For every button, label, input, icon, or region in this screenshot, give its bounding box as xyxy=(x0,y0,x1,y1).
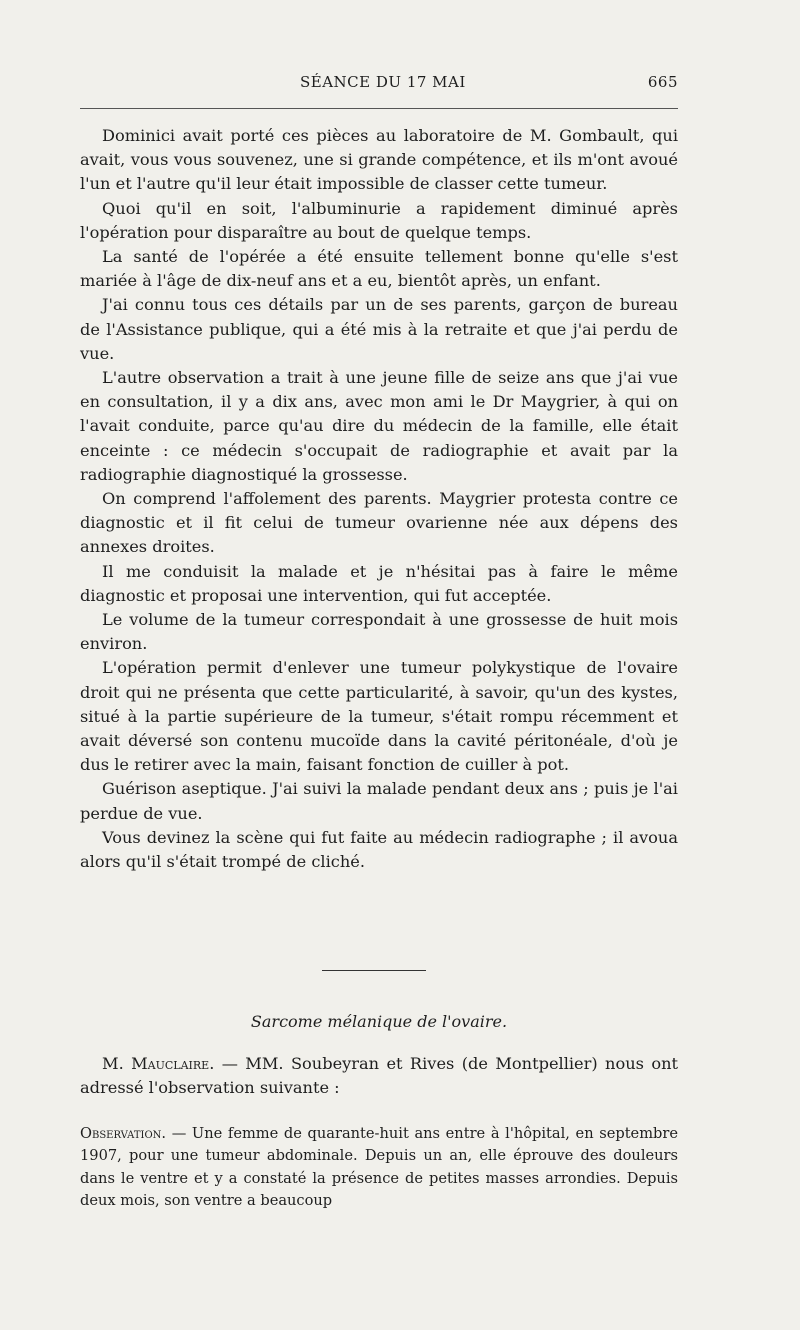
section-title: Sarcome mélanique de l'ovaire. xyxy=(250,1012,508,1031)
section-divider xyxy=(322,970,426,971)
page-number: 665 xyxy=(647,73,678,91)
paragraph: Quoi qu'il en soit, l'albuminurie a rapidement diminué après l'opération pour disparaître au bout de quelque temps. xyxy=(80,198,678,242)
speaker-name: M. Mauclaire. xyxy=(102,1054,215,1073)
paragraph: Il me conduisit la malade et je n'hésitai pas à faire le même diagnostic et proposai une intervention, qui fut acceptée. xyxy=(80,561,678,605)
intro-paragraph xyxy=(80,1052,678,1100)
observation-label: Observation. xyxy=(80,1125,167,1142)
observation-text: — Une femme de quarante-huit ans entre à l'hôpital, en septembre 1907, pour une tumeur abdominale. Depuis un an, elle éprouve des douleurs dans le ventre et y a constaté la présence de petites masses arrondies. Depuis deux mois, son ventre a beaucoup xyxy=(80,1125,678,1210)
observation-block xyxy=(80,1123,678,1213)
paragraph: Le volume de la tumeur correspondait à une grossesse de huit mois environ. xyxy=(80,610,678,654)
paragraph: Vous devinez la scène qui fut faite au médecin radiographe ; il avoua alors qu'il s'était trompé de cliché. xyxy=(80,827,678,872)
running-header xyxy=(80,73,678,97)
intro-text: — MM. Soubeyran et Rives (de Montpellier) nous ont adressé l'observation suivante : xyxy=(80,1054,679,1098)
paragraph: La santé de l'opérée a été ensuite tellement bonne qu'elle s'est mariée à l'âge de dix-neuf ans et a eu, bientôt après, un enfant. xyxy=(80,247,678,291)
intro-line xyxy=(80,1052,678,1100)
paragraph: Dominici avait porté ces pièces au laboratoire de M. Gombault, qui avait, vous vous souvenez, une si grande compétence, et ils m'ont avoué l'un et l'autre qu'il leur était impossible de classer cette tumeur. xyxy=(80,126,678,194)
paragraph: On comprend l'affolement des parents. Maygrier protesta contre ce diagnostic et il fit celui de tumeur ovarienne née aux dépens des annexes droites. xyxy=(80,489,678,557)
paragraph: J'ai connu tous ces détails par un de ses parents, garçon de bureau de l'Assistance publique, qui a été mis à la retraite et que j'ai perdu de vue. xyxy=(80,295,678,363)
header-rule xyxy=(80,108,678,109)
observation-line xyxy=(80,1123,678,1213)
body-text xyxy=(80,124,678,874)
paragraph: L'opération permit d'enlever une tumeur polykystique de l'ovaire droit qui ne présenta que cette particularité, à savoir, qu'un des kystes, situé à la partie supérieure de la tumeur, s'était rompu récemment et avait déversé son contenu mucoïde dans la cavité péritonéale, d'où je dus le retirer avec la main, faisant fonction de cuiller à pot. xyxy=(80,658,678,775)
paragraph: Guérison aseptique. J'ai suivi la malade pendant deux ans ; puis je l'ai perdue de vue. xyxy=(80,779,678,823)
paragraph: L'autre observation a trait à une jeune fille de seize ans que j'ai vue en consultation, il y a dix ans, avec mon ami le Dr Maygrier, à qui on l'avait conduite, parce qu'au dire du médecin de la famille, elle était enceinte : ce médecin s'occupait de radiographie et avait par la radiographie diagnostiqué la grossesse. xyxy=(80,368,678,484)
header-title: SÉANCE DU 17 MAI xyxy=(300,73,466,91)
